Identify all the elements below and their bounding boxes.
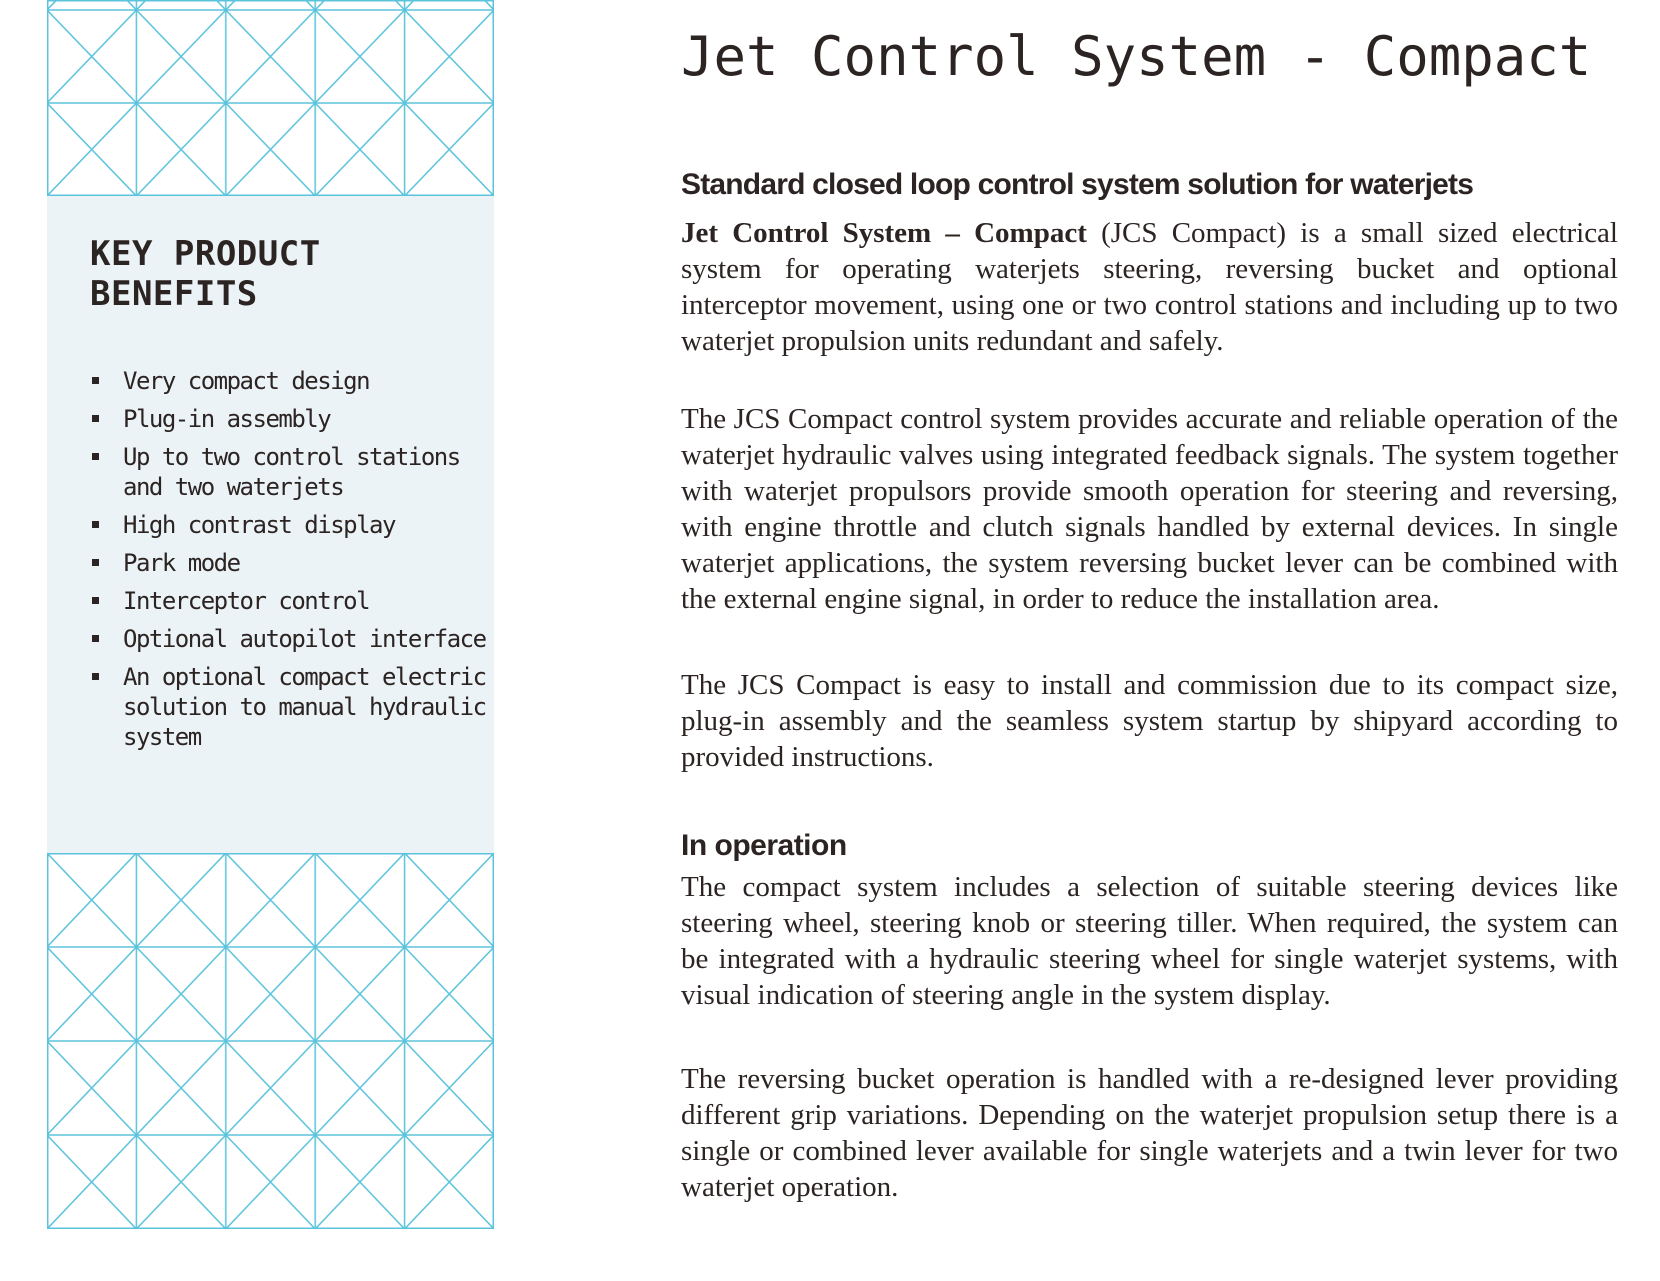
bullet-square-icon — [92, 673, 99, 680]
benefit-label: Interceptor control — [123, 587, 370, 615]
bullet-square-icon — [92, 453, 99, 460]
intro-lead: Jet Control System – Compact — [681, 217, 1087, 249]
benefit-label: Optional autopilot interface — [123, 625, 486, 653]
benefit-label: Plug-in assembly — [123, 405, 331, 433]
subtitle: Standard closed loop control system solution for waterjets — [681, 168, 1474, 201]
benefits-list — [90, 366, 486, 752]
benefits-heading: KEY PRODUCT BENEFITS — [90, 234, 321, 314]
body-paragraph: The reversing bucket operation is handled with a re-designed lever providing different grip variations. Depending on the waterjet propulsion setup there is a single or combined lever available for single waterjets and a twin lever for two waterjet operation. — [681, 1063, 1618, 1203]
section-heading: In operation — [681, 829, 847, 862]
bullet-square-icon — [92, 521, 99, 528]
triangle-grid-pattern-bottom-icon — [47, 853, 494, 1229]
triangle-grid-pattern-top-icon — [47, 0, 494, 196]
bullet-square-icon — [92, 635, 99, 642]
benefit-label: An optional compact electric solution to manual hydraulic system — [123, 663, 486, 751]
body-paragraph: The JCS Compact control system provides accurate and reliable operation of the waterjet hydraulic valves using integrated feedback signals. The system together with waterjet propulsors provide smooth operation for steering and reversing, with engine throttle and clutch signals handled by external devices. In single waterjet applications, the system reversing bucket lever can be combined with the external engine signal, in order to reduce the installation area. — [681, 403, 1618, 615]
sidebar — [47, 0, 494, 1229]
list-item — [90, 366, 486, 396]
benefit-label: Park mode — [123, 549, 240, 577]
bullet-square-icon — [92, 415, 99, 422]
bullet-square-icon — [92, 597, 99, 604]
list-item — [90, 404, 486, 434]
list-item — [90, 548, 486, 578]
list-item — [90, 662, 486, 752]
body-paragraph: The compact system includes a selection of suitable steering devices like steering wheel, steering knob or steering tiller. When required, the system can be integrated with a hydraulic steering wheel for single waterjet systems, with visual indication of steering angle in the system display. — [681, 871, 1618, 1011]
bullet-square-icon — [92, 377, 99, 384]
list-item — [90, 586, 486, 616]
benefit-label: Up to two control stations and two waterjets — [123, 443, 460, 501]
key-benefits-panel — [47, 196, 494, 853]
intro-paragraph — [681, 215, 1618, 359]
page-title: Jet Control System - Compact — [681, 25, 1592, 88]
body-paragraph: The JCS Compact is easy to install and commission due to its compact size, plug-in assembly and the seamless system startup by shipyard according to provided instructions. — [681, 669, 1618, 773]
benefit-label: Very compact design — [123, 367, 370, 395]
bullet-square-icon — [92, 559, 99, 566]
list-item — [90, 442, 486, 502]
intro-rest: (JCS Compact) is a small sized electrical system for operating waterjets steering, reversing bucket and optional interceptor movement, using one or two control stations and including up to two waterjet propulsion units redundant and safely. — [681, 217, 1618, 357]
list-item — [90, 624, 486, 654]
article — [681, 0, 1618, 1205]
list-item — [90, 510, 486, 540]
benefit-label: High contrast display — [123, 511, 395, 539]
